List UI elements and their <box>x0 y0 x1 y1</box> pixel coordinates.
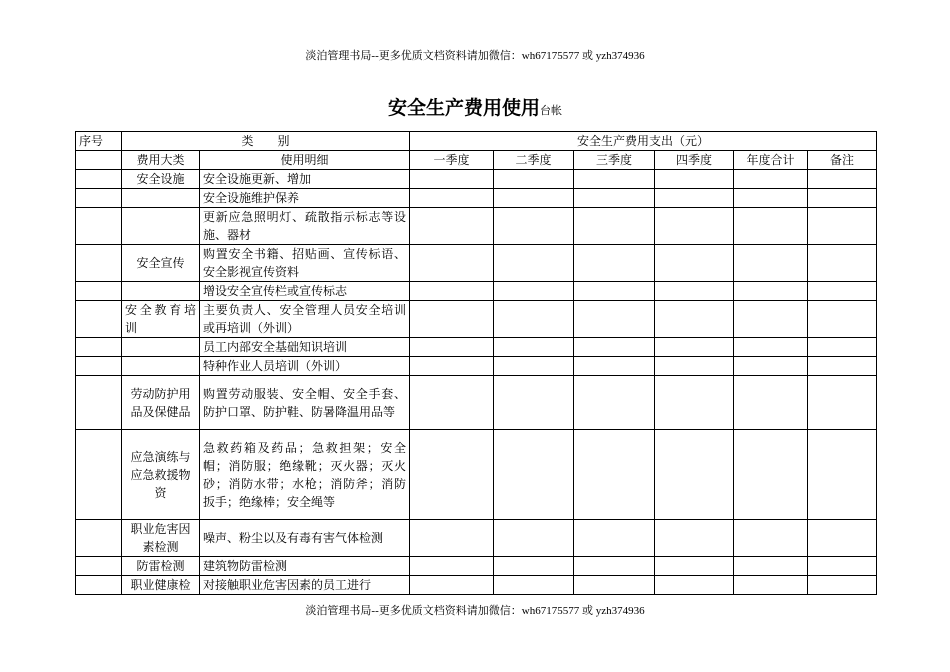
table-cell <box>574 282 655 301</box>
table-row <box>76 189 877 208</box>
row-major: 安全宣传 <box>122 245 200 282</box>
table-cell <box>655 208 734 245</box>
table-cell <box>76 301 122 338</box>
table-cell <box>808 189 877 208</box>
table-cell <box>410 301 494 338</box>
title-sub: 台帐 <box>540 104 562 117</box>
header-usage-detail: 使用明细 <box>200 151 410 170</box>
row-major: 安全设施 <box>122 170 200 189</box>
table-cell <box>76 245 122 282</box>
table-cell <box>655 170 734 189</box>
table-cell <box>494 245 574 282</box>
table-cell <box>494 208 574 245</box>
table-cell <box>655 357 734 376</box>
table-row <box>76 170 877 189</box>
table-cell <box>655 557 734 576</box>
table-cell <box>76 151 122 170</box>
table-cell <box>808 301 877 338</box>
table-cell <box>494 282 574 301</box>
header-q3: 三季度 <box>574 151 655 170</box>
table-cell <box>808 208 877 245</box>
table-cell <box>494 189 574 208</box>
header-q2: 二季度 <box>494 151 574 170</box>
safety-expense-ledger-table <box>75 131 877 595</box>
table-cell <box>734 301 808 338</box>
row-major <box>122 282 200 301</box>
table-cell <box>734 338 808 357</box>
table-cell <box>494 301 574 338</box>
table-cell <box>655 376 734 430</box>
table-cell <box>410 338 494 357</box>
table-cell <box>410 376 494 430</box>
table-row <box>76 376 877 430</box>
table-cell <box>808 376 877 430</box>
table-cell <box>734 245 808 282</box>
table-cell <box>410 245 494 282</box>
table-row <box>76 357 877 376</box>
table-cell <box>734 282 808 301</box>
table-cell <box>76 189 122 208</box>
table-cell <box>410 282 494 301</box>
table-cell <box>734 208 808 245</box>
table-cell <box>734 557 808 576</box>
document-title <box>0 93 950 120</box>
row-major <box>122 357 200 376</box>
header-q4: 四季度 <box>655 151 734 170</box>
row-detail: 购置安全书籍、招贴画、宣传标语、安全影视宣传资料 <box>200 245 410 282</box>
table-row <box>76 338 877 357</box>
title-main: 安全生产费用使用 <box>387 97 540 119</box>
table-cell <box>808 576 877 595</box>
table-row <box>76 301 877 338</box>
table-row <box>76 282 877 301</box>
table-cell <box>734 170 808 189</box>
table-cell <box>76 557 122 576</box>
table-cell <box>655 189 734 208</box>
table-cell <box>734 189 808 208</box>
table-cell <box>655 338 734 357</box>
header-remarks: 备注 <box>808 151 877 170</box>
table-cell <box>410 557 494 576</box>
table-cell <box>494 557 574 576</box>
table-cell <box>808 430 877 520</box>
table-cell <box>494 357 574 376</box>
table-cell <box>76 338 122 357</box>
table-row <box>76 208 877 245</box>
page-footer-note: 淡泊管理书局--更多优质文档资料请加微信：wh67175577 或 yzh374936 <box>305 605 645 617</box>
table-cell <box>655 282 734 301</box>
table-cell <box>76 576 122 595</box>
table-cell <box>574 338 655 357</box>
table-cell <box>76 208 122 245</box>
table-cell <box>76 520 122 557</box>
table-cell <box>410 208 494 245</box>
table-cell <box>808 245 877 282</box>
table-cell <box>808 357 877 376</box>
row-detail: 主要负责人、安全管理人员安全培训或再培训（外训） <box>200 301 410 338</box>
table-cell <box>574 189 655 208</box>
row-major <box>122 189 200 208</box>
table-cell <box>808 338 877 357</box>
table-cell <box>494 520 574 557</box>
table-cell <box>734 357 808 376</box>
header-row-1 <box>76 132 877 151</box>
table-cell <box>655 301 734 338</box>
row-detail: 安全设施维护保养 <box>200 189 410 208</box>
row-detail: 建筑物防雷检测 <box>200 557 410 576</box>
row-detail: 购置劳动服装、安全帽、安全手套、防护口罩、防护鞋、防暑降温用品等 <box>200 376 410 430</box>
table-cell <box>76 430 122 520</box>
table-cell <box>734 576 808 595</box>
table-cell <box>734 376 808 430</box>
row-major: 职业危害因素检测 <box>122 520 200 557</box>
table-cell <box>574 208 655 245</box>
row-detail: 噪声、粉尘以及有毒有害气体检测 <box>200 520 410 557</box>
table-cell <box>76 282 122 301</box>
table-cell <box>655 576 734 595</box>
table-cell <box>410 430 494 520</box>
table-row <box>76 557 877 576</box>
table-cell <box>494 430 574 520</box>
row-major: 防雷检测 <box>122 557 200 576</box>
page-header-note: 淡泊管理书局--更多优质文档资料请加微信：wh67175577 或 yzh374936 <box>305 50 645 62</box>
row-detail: 对接触职业危害因素的员工进行 <box>200 576 410 595</box>
table-row <box>76 520 877 557</box>
table-cell <box>494 170 574 189</box>
row-detail: 员工内部安全基础知识培训 <box>200 338 410 357</box>
table-cell <box>76 357 122 376</box>
header-category-group: 类 别 <box>122 132 410 151</box>
row-major: 应急演练与应急救援物资 <box>122 430 200 520</box>
table-cell <box>734 520 808 557</box>
header-expense-group: 安全生产费用支出（元） <box>410 132 877 151</box>
table-cell <box>574 576 655 595</box>
header-major-category: 费用大类 <box>122 151 200 170</box>
table-row <box>76 245 877 282</box>
row-detail: 急救药箱及药品；急救担架；安全帽；消防服；绝缘靴；灭火器；灭火砂；消防水带；水枪；消防斧；消防扳手；绝缘棒；安全绳等 <box>200 430 410 520</box>
table-cell <box>76 376 122 430</box>
table-cell <box>574 520 655 557</box>
header-q1: 一季度 <box>410 151 494 170</box>
header-annual-total: 年度合计 <box>734 151 808 170</box>
table-cell <box>574 430 655 520</box>
row-detail: 更新应急照明灯、疏散指示标志等设施、器材 <box>200 208 410 245</box>
table-cell <box>574 557 655 576</box>
table-cell <box>574 245 655 282</box>
row-detail: 增设安全宣传栏或宣传标志 <box>200 282 410 301</box>
table-cell <box>494 376 574 430</box>
table-cell <box>574 170 655 189</box>
table-cell <box>410 189 494 208</box>
row-major: 安全教育培训 <box>122 301 200 338</box>
row-major: 劳动防护用品及保健品 <box>122 376 200 430</box>
header-row-2 <box>76 151 877 170</box>
table-cell <box>574 357 655 376</box>
table-cell <box>808 282 877 301</box>
table-cell <box>574 301 655 338</box>
row-detail: 安全设施更新、增加 <box>200 170 410 189</box>
row-major <box>122 208 200 245</box>
table-cell <box>410 520 494 557</box>
table-cell <box>76 170 122 189</box>
table-cell <box>808 170 877 189</box>
table-cell <box>655 430 734 520</box>
table-cell <box>655 245 734 282</box>
header-seq: 序号 <box>76 132 122 151</box>
row-detail: 特种作业人员培训（外训） <box>200 357 410 376</box>
table-cell <box>494 338 574 357</box>
table-cell <box>410 170 494 189</box>
table-cell <box>494 576 574 595</box>
table-row <box>76 430 877 520</box>
table-cell <box>808 557 877 576</box>
table-cell <box>574 376 655 430</box>
table-cell <box>734 430 808 520</box>
row-major: 职业健康检 <box>122 576 200 595</box>
table-cell <box>410 357 494 376</box>
table-cell <box>655 520 734 557</box>
table-row <box>76 576 877 595</box>
table-cell <box>808 520 877 557</box>
table-cell <box>410 576 494 595</box>
row-major <box>122 338 200 357</box>
